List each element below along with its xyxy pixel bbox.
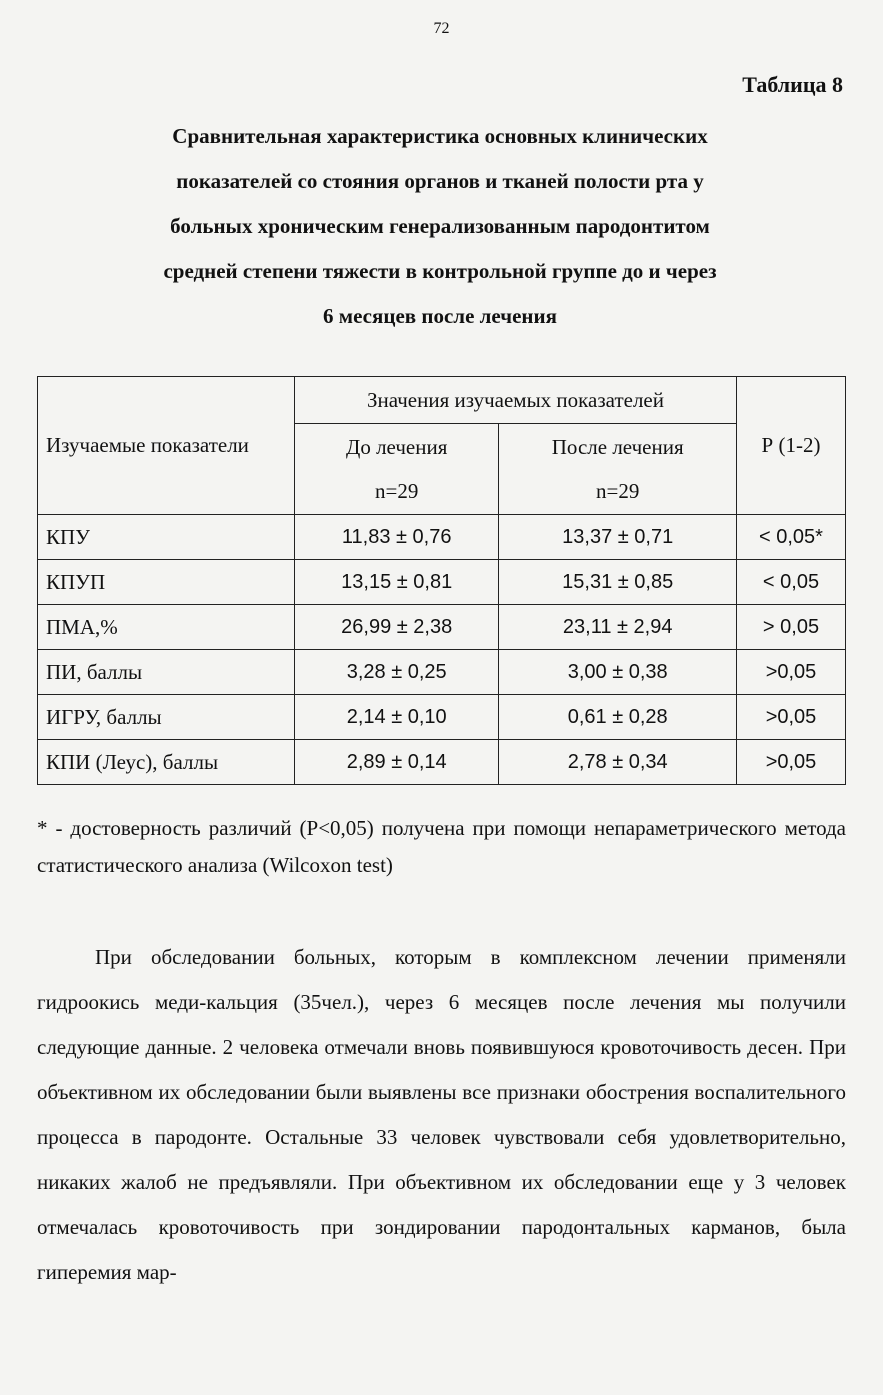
- table-title-line: 6 месяцев после лечения: [323, 304, 557, 328]
- header-before-label: До лечения: [346, 435, 448, 459]
- row-name: ПИ, баллы: [38, 650, 295, 695]
- row-before: 2,14 ± 0,10: [295, 695, 499, 740]
- row-before: 3,28 ± 0,25: [295, 650, 499, 695]
- row-after: 23,11 ± 2,94: [499, 605, 737, 650]
- table-title-line: больных хроническим генерализованным пародонтитом: [170, 214, 710, 238]
- table-title-line: Сравнительная характеристика основных клинических: [172, 124, 708, 148]
- row-after: 13,37 ± 0,71: [499, 515, 737, 560]
- table-title: [80, 114, 800, 339]
- row-name: ПМА,%: [38, 605, 295, 650]
- row-after: 15,31 ± 0,85: [499, 560, 737, 605]
- header-after-label: После лечения: [551, 435, 684, 459]
- table-row: [38, 515, 846, 560]
- row-before: 11,83 ± 0,76: [295, 515, 499, 560]
- header-after: [499, 424, 737, 515]
- table-header-row: [38, 377, 846, 424]
- row-p: < 0,05: [737, 560, 846, 605]
- table-row: [38, 695, 846, 740]
- clinical-indicators-table: [37, 376, 846, 785]
- row-name: КПУ: [38, 515, 295, 560]
- row-after: 0,61 ± 0,28: [499, 695, 737, 740]
- row-name: КПИ (Леус), баллы: [38, 740, 295, 785]
- table-label: Таблица 8: [742, 72, 843, 97]
- header-param: Изучаемые показатели: [38, 377, 295, 515]
- body-paragraph: При обследовании больных, которым в комплексном лечении применяли гидроокись меди-кальция (35чел.), через 6 месяцев после лечения мы получили следующие данные. 2 человека отмечали вновь появившуюся кровоточивость десен. При объективном их обследовании были выявлены все признаки обострения воспалительного процесса в пародонте. Остальные 33 человек чувствовали себя удовлетворительно, никаких жалоб не предъявляли. При объективном их обследовании еще у 3 человек отмечалась кровоточивость при зондировании пародонтальных карманов, была гиперемия мар-: [37, 945, 846, 1284]
- row-p: >0,05: [737, 740, 846, 785]
- table-row: [38, 650, 846, 695]
- row-after: 2,78 ± 0,34: [499, 740, 737, 785]
- row-before: 26,99 ± 2,38: [295, 605, 499, 650]
- row-p: < 0,05*: [737, 515, 846, 560]
- table-title-line: показателей со стояния органов и тканей полости рта у: [176, 169, 704, 193]
- row-before: 13,15 ± 0,81: [295, 560, 499, 605]
- row-after: 3,00 ± 0,38: [499, 650, 737, 695]
- row-name: КПУП: [38, 560, 295, 605]
- table-row: [38, 740, 846, 785]
- row-p: >0,05: [737, 695, 846, 740]
- table-row: [38, 605, 846, 650]
- header-after-n: n=29: [596, 479, 640, 503]
- row-name: ИГРУ, баллы: [38, 695, 295, 740]
- header-before: [295, 424, 499, 515]
- row-p: >0,05: [737, 650, 846, 695]
- header-group: Значения изучаемых показателей: [295, 377, 737, 424]
- table-row: [38, 560, 846, 605]
- header-before-n: n=29: [375, 479, 419, 503]
- row-p: > 0,05: [737, 605, 846, 650]
- table-footnote: * - достоверность различий (P<0,05) получена при помощи непараметрического метода статистического анализа (Wilcoxon test): [37, 816, 846, 877]
- row-before: 2,89 ± 0,14: [295, 740, 499, 785]
- page-number: 72: [433, 20, 450, 37]
- table-title-line: средней степени тяжести в контрольной группе до и через: [163, 259, 717, 283]
- body-text: [37, 935, 846, 1295]
- header-p: Р (1-2): [737, 377, 846, 515]
